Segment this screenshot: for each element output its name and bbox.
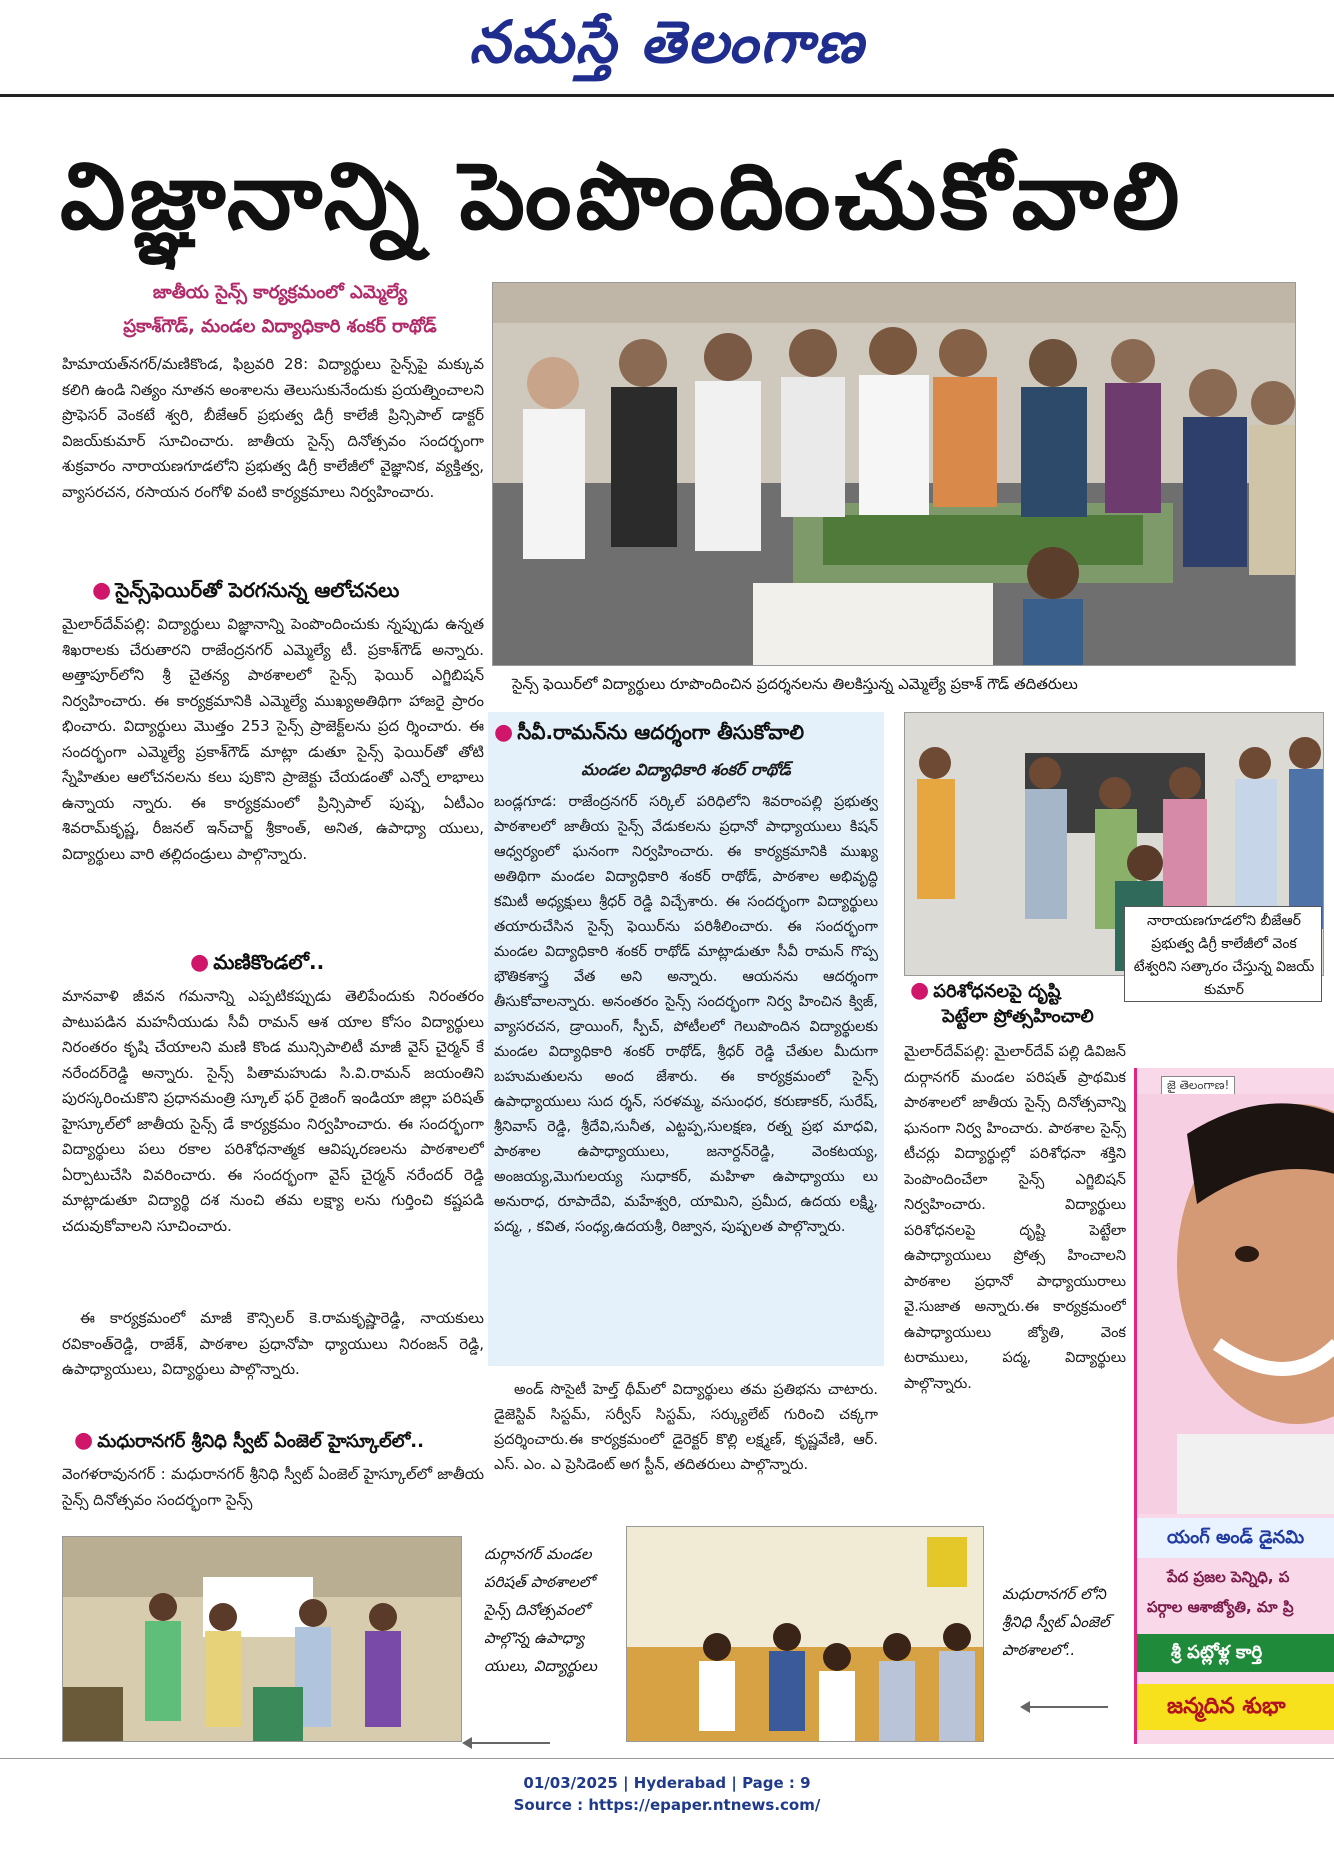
section5-text: మైలార్‌దేవ్‌పల్లి: మైలార్‌దేవ్ పల్లి డివిజన్ దుర్గానగర్ మండల పరిషత్ ప్రాథమిక పాఠశాలలో జాతీయ సైన్స్ దినోత్సవాన్ని ఘనంగా నిర్వ హించారు. పాఠశాల సైన్స్ టీచర్లు విద్యార్థుల్లో పరిశోధనా శక్తిని పెంపొందించేలా సైన్స్ ఎగ్జిబిషన్ నిర్వహించారు. విద్యార్థులు పరిశోధనలపై దృష్టి పెట్టేలా ఉపాధ్యాయులు ప్రోత్స హించాలని పాఠశాల ప్రధానో పాధ్యాయురాలు వై.సుజాత అన్నారు.ఈ కార్యక్రమంలో ఉపాధ్యాయులు జ్యోతి, వెంక టరాములు, పద్మ, విద్యార్థులు పాల్గొన్నారు. — [904, 1044, 1126, 1392]
section2-text: మానవాళి జీవన గమనాన్ని ఎప్పటికప్పుడు తెలిపేందుకు నిరంతరం పాటుపడిన మహనీయుడు సీవీ రామన్ ఆశ యాల కోసం విద్యార్థులు నిరంతరం కృషి చేయాలని మణి కొండ మున్సిపాలిటీ మాజీ వైస్ చైర్మన్ కే నరేందర్‌రెడ్డి అన్నారు. సైన్స్ పితామహుడు సి.వి.రామన్ జయంతిని పురస్కరించుకొని ప్రధానమంత్రి స్కూల్ ఫర్ రైజింగ్ ఇండియా జిల్లా పరిషత్ హైస్కూల్‌లో జాతీయ సైన్స్ డే కార్యక్రమం నిర్వహించారు. ఈ సందర్భంగా విద్యార్థులు పలు రకాల పరిశోధనాత్మక ఆవిష్కరణలను పాఠశాలలో ఏర్పాటుచేసి వివరించారు. ఈ సందర్భంగా వైస్ చైర్మన్ నరేందర్ రెడ్డి మాట్లాడుతూ విద్యార్థి దశ నుంచి తమ లక్ష్యా లను గుర్తించి కష్టపడి చదువుకోవాలని సూచించారు. — [62, 987, 484, 1235]
section4-heading — [494, 720, 804, 749]
durganagar-photo — [62, 1536, 462, 1742]
section3-heading — [74, 1428, 424, 1456]
section4-text: బండ్లగూడ: రాజేంద్రనగర్ సర్కిల్ పరిధిలోని శివరాంపల్లి ప్రభుత్వ పాఠశాలలో జాతీయ సైన్స్ వేడుకలను ప్రధానో పాధ్యాయులు కిషన్ ఆధ్వర్యంలో ఘనంగా నిర్వహించారు. ఈ కార్యక్రమానికి ముఖ్య అతిథిగా మండల విద్యాధికారి శంకర్ రాథోడ్, పాఠశాల అభివృద్ధి కమిటీ అధ్యక్షులు శ్రీధర్ రెడ్డి విచ్చేశారు. ఈ సందర్భంగా విద్యార్థులు తయారుచేసిన సైన్స్ ఫెయిర్‌ను పరిశీలించారు. ఈ సందర్భంగా మండల విద్యాధికారి శంకర్ రాథోడ్ మాట్లాడుతూ సీవీ రామన్ గొప్ప భౌతికశాస్త్ర వేత అని అన్నారు. ఆయనను ఆదర్శంగా తీసుకోవాలన్నారు. అనంతరం సైన్స్ సందర్భంగా నిర్వ హించిన క్విజ్, వ్యాసరచన, డ్రాయింగ్, స్పీచ్, పోటీలలో గెలుపొందిన విద్యార్థులకు మండల విద్యాధికారి శంకర్ రాథోడ్, శ్రీధర్ రెడ్డి చేతుల మీదుగా బహుమతులను అంద జేశారు. ఈ కార్యక్రమంలో సైన్స్ ఉపాధ్యాయులు సుద ర్శన్, సరళమ్మ, వసుంధర, కరుణాకర్, సురేష్, శ్రీనివాస్ రెడ్డి, శ్రీదేవి,సునీత, ఎట్టప్ప,సులక్షణ, రత్న ప్రభ మాధవి, పాఠశాల ఉపాధ్యాయులు, జనార్దన్‌రెడ్డి, వెంకటయ్య, అంజయ్య,మొగులయ్య సుధాకర్, మహిళా ఉపాధ్యాయు లు అనురాధ, రూపాదేవి, మహేశ్వరి, యామిని, ప్రమీద, ఉదయ లక్ష్మి, పద్మ, , కవిత, సంధ్య,ఉదయశ్రీ, రిజ్వాన, పుష్పలత పాల్గొన్నారు. — [494, 794, 878, 1235]
lead-paragraph: హిమాయత్‌నగర్/మణికొండ, ఫిబ్రవరి 28: విద్యార్థులు సైన్స్‌పై మక్కువ కలిగి ఉండి నిత్యం నూతన అంశాలను తెలుసుకునేందుకు ప్రయత్నించాలని ప్రొఫెసర్ వెంకటే శ్వరి, బీజేఆర్ ప్రభుత్వ డిగ్రీ కాలేజీ ప్రిన్సిపాల్ డాక్టర్ విజయ్‌కుమార్ సూచించారు. జాతీయ సైన్స్ దినోత్సవం సందర్భంగా శుక్రవారం నారాయణగూడలోని ప్రభుత్వ డిగ్రీ కాలేజీలో వైజ్ఞానిక, వ్యక్తిత్వ, వ్యాసరచన, రసాయన రంగోళి వంటి కార్యక్రమాలు నిర్వహించారు. — [62, 355, 484, 501]
bullet-icon: ● — [494, 720, 514, 745]
section4-subheading: మండల విద్యాధికారి శంకర్ రాథోడ్ — [581, 760, 791, 779]
madhuranagar-photo — [626, 1526, 984, 1742]
college-photo-caption: నారాయణగూడలోని బీజేఆర్ ప్రభుత్వ డిగ్రీ కాలేజీలో వెంక టేశ్వరిని సత్కారం చేస్తున్న విజయ్ కుమార్ — [1133, 913, 1315, 998]
deck-line-1: జాతీయ సైన్స్ కార్యక్రమంలో ఎమ్మెల్యే — [152, 282, 408, 303]
ad-line-2: పేద ప్రజల పెన్నిధి, ప — [1167, 1568, 1290, 1586]
birthday-ad — [1134, 1068, 1334, 1744]
section4-heading-text: సీవీ.రామన్‌ను ఆదర్శంగా తీసుకోవాలి — [517, 720, 804, 744]
bullet-icon: ● — [910, 978, 930, 1003]
main-photo-caption: సైన్స్ ఫెయిర్‌లో విద్యార్థులు రూపొందించిన ప్రదర్శనలను తిలకిస్తున్న ఎమ్మెల్యే ప్రకాశ్ గౌడ్ తదితరులు — [512, 675, 1078, 693]
ad-line-5: జన్మదిన శుభా — [1137, 1684, 1334, 1730]
bullet-icon: ● — [74, 1428, 94, 1453]
section5-heading-text: పరిశోధనలపై దృష్టి — [933, 981, 1061, 1002]
footer-rule — [0, 1758, 1334, 1759]
section2-heading — [190, 950, 324, 979]
section2-text-2: ఈ కార్యక్రమంలో మాజీ కౌన్సిలర్ కె.రామకృష్ణారెడ్డి, నాయకులు రవికాంత్‌రెడ్డి, రాజేశ్, పాఠశాల ప్రధానోపా ధ్యాయులు నిరంజన్ రెడ్డి, ఉపాధ్యాయులు, విద్యార్థులు పాల్గొన్నారు. — [62, 1309, 484, 1378]
durganagar-photo-image — [63, 1537, 462, 1742]
newspaper-title: నమస్తే తెలంగాణ — [469, 8, 865, 76]
headline: విజ్ఞానాన్ని పెంపొందించుకోవాలి — [60, 143, 1184, 250]
deck-line-2: ప్రకాశ్‌గౌడ్, మండల విద్యాధికారి శంకర్ రాథోడ్ — [123, 316, 437, 337]
footer-source-line: Source : https://epaper.ntnews.com/ — [513, 1796, 821, 1814]
section1-heading-text: సైన్స్‌ఫెయిర్‌తో పెరగనున్న ఆలోచనలు — [115, 578, 400, 602]
arrow-left-icon — [1028, 1706, 1108, 1708]
madhuranagar-caption: మధురానగర్ లోని శ్రీనిధి స్వీట్ ఏంజెల్ పాఠశాలలో.. — [1002, 1585, 1110, 1659]
continuation-text: అండ్ సొసైటీ హెల్త్ థీమ్‌లో విద్యార్థులు తమ ప్రతిభను చాటారు. డైజెస్టివ్ సిస్టమ్, సర్వీస్ సిస్టమ్, సర్క్యులేట్ గురించి చక్కగా ప్రదర్శించారు.ఈ కార్యక్రమంలో డైరెక్టర్ కొల్లి లక్ష్మణ్, కృష్ణవేణి, ఆర్. ఎస్. ఎం. ఎ ప్రెసిడెంట్ అగ స్టీన్, తదితరులు పాల్గొన్నారు. — [494, 1382, 878, 1473]
masthead — [0, 0, 1334, 88]
section3-heading-text: మధురానగర్ శ్రీనిధి స్వీట్ ఏంజెల్ హైస్కూల్‌లో.. — [97, 1431, 424, 1452]
ad-tag: జై తెలంగాణ! — [1161, 1076, 1235, 1097]
bullet-icon: ● — [92, 578, 112, 603]
masthead-rule — [0, 94, 1334, 97]
ad-line-3: పర్గాల ఆశాజ్యోతి, మా ప్రి — [1147, 1598, 1294, 1616]
bullet-icon: ● — [190, 950, 210, 975]
section2-heading-text: మణికొండలో.. — [213, 950, 325, 974]
section5-heading — [910, 978, 1060, 1006]
section1-heading — [92, 578, 399, 607]
footer — [0, 1772, 1334, 1816]
ad-line-4: శ్రీ పట్లోళ్ల కార్తి — [1137, 1634, 1334, 1672]
section3-text: వెంగళరావునగర్ : మధురానగర్ శ్రీనిధి స్వీట్ ఏంజెల్ హైస్కూల్‌లో జాతీయ సైన్స్ దినోత్సవం సందర్భంగా సైన్స్ — [62, 1465, 484, 1509]
section5-heading-2: పెట్టేలా ప్రోత్సహించాలి — [942, 1006, 1094, 1027]
footer-date-line: 01/03/2025 | Hyderabad | Page : 9 — [523, 1774, 811, 1792]
ad-portrait — [1137, 1094, 1334, 1514]
madhuranagar-photo-image — [627, 1527, 984, 1742]
section1-text: మైలార్‌దేవ్‌పల్లి: విద్యార్థులు విజ్ఞానాన్ని పెంపొందించుకు న్నప్పుడు ఉన్నత శిఖరాలకు చేరుతారని రాజేంద్రనగర్ ఎమ్మెల్యే టీ. ప్రకాశ్‌గౌడ్ అన్నారు. అత్తాపూర్‌లోని శ్రీ చైతన్య పాఠశాలలో సైన్స్ ఫెయిర్ ఎగ్జిబిషన్ నిర్వహించారు. ఈ కార్యక్రమానికి ఎమ్మెల్యే ముఖ్యఅతిథిగా హాజరై ప్రారం భించారు. విద్యార్థులు మొత్తం 253 సైన్స్ ప్రాజెక్ట్‌లను ప్రద ర్శించారు. ఈ సందర్భంగా ఎమ్మెల్యే ప్రకాశ్‌గౌడ్ మాట్లా డుతూ సైన్స్ ఫెయిర్‌తో తోటి స్నేహితుల ఆలోచనలను కలు పుకొని ప్రాజెక్టు చేయడంతో ఎన్నో లాభాలు ఉన్నాయ న్నారు. ఈ కార్యక్రమంలో ప్రిన్సిపాల్ పుష్ప, ఏటీఎం శివరామ్‌కృష్ణ, రీజనల్ ఇన్‌చార్జ్ శ్రీకాంత్, అనిత, ఉపాధ్యా యులు, విద్యార్థులు వారి తల్లిదండ్రులు పాల్గొన్నారు. — [62, 615, 484, 863]
main-photo-image — [493, 283, 1296, 666]
arrow-left-icon — [470, 1742, 550, 1744]
durganagar-caption: దుర్గానగర్ మండల పరిషత్ పాఠశాలలో సైన్స్ దినోత్సవంలో పాల్గొన్న ఉపాధ్యా యులు, విద్యార్థులు — [484, 1545, 597, 1675]
main-photo — [492, 282, 1296, 666]
ad-banner-1: యంగ్ అండ్ డైనమి — [1137, 1518, 1334, 1558]
